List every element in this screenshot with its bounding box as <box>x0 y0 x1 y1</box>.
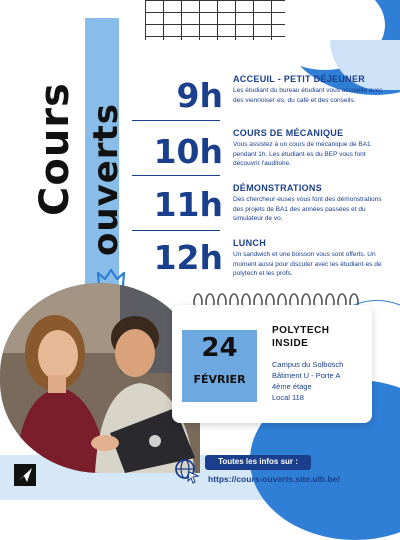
schedule-hour: 11h <box>153 185 223 224</box>
globe-cursor-icon <box>174 458 200 484</box>
schedule-item-12h <box>125 236 390 288</box>
schedule-title: LUNCH <box>233 238 266 248</box>
schedule-hour: 10h <box>153 132 223 171</box>
students-photo <box>0 283 200 473</box>
schedule-description: Des chercheur·euses vous font des démonstrations des projets de BA1 des années passées et du simulateur de vo. <box>233 196 382 222</box>
divider <box>132 230 220 231</box>
schedule-title: COURS DE MÉCANIQUE <box>233 128 344 138</box>
schedule-item-9h <box>125 72 390 124</box>
schedule-hour: 9h <box>176 76 223 115</box>
event-day: 24 <box>201 333 238 363</box>
title-line-1: Cours <box>32 82 78 216</box>
schedule-description: Les étudiant du bureau étudiant vous accueille avec des viennoiser·es, du café et des conseils. <box>233 87 383 104</box>
schedule-title: ACCEUIL - PETIT DÉJEUNER <box>233 74 366 84</box>
divider <box>132 120 220 121</box>
decor-grid <box>145 0 285 40</box>
event-name-line-2: INSIDE <box>272 338 309 349</box>
event-month: FÉVRIER <box>193 373 246 386</box>
address-line: Local 118 <box>272 393 304 402</box>
address-line: Bâtiment U - Porte A <box>272 371 341 380</box>
address-line: 4ème étage <box>272 382 312 391</box>
schedule-item-10h <box>125 126 390 178</box>
info-label: Toutes les infos sur : <box>218 457 298 466</box>
event-name-line-1: POLYTECH <box>272 325 330 336</box>
divider <box>132 175 220 176</box>
website-link[interactable]: https://cours-ouverts.site.ulb.be/ <box>208 474 340 484</box>
schedule-description: Un sandwich et une boisson vous sont offerts. Un moment aussi pour discuter avec les étudiant·es de polytech et les profs. <box>233 251 382 277</box>
address-line: Campus du Solbosch <box>272 360 344 369</box>
logo-icon <box>14 464 36 486</box>
schedule-hour: 12h <box>153 238 223 277</box>
schedule-title: DÉMONSTRATIONS <box>233 183 323 193</box>
schedule-description: Vous assistez à un cours de mécanique de BA1 pendant 1h. Les étudiant·es du BEP vous font découvrir l'auditoire. <box>233 141 371 167</box>
schedule-item-11h <box>125 181 390 233</box>
title-line-2: ouverts <box>86 102 126 256</box>
